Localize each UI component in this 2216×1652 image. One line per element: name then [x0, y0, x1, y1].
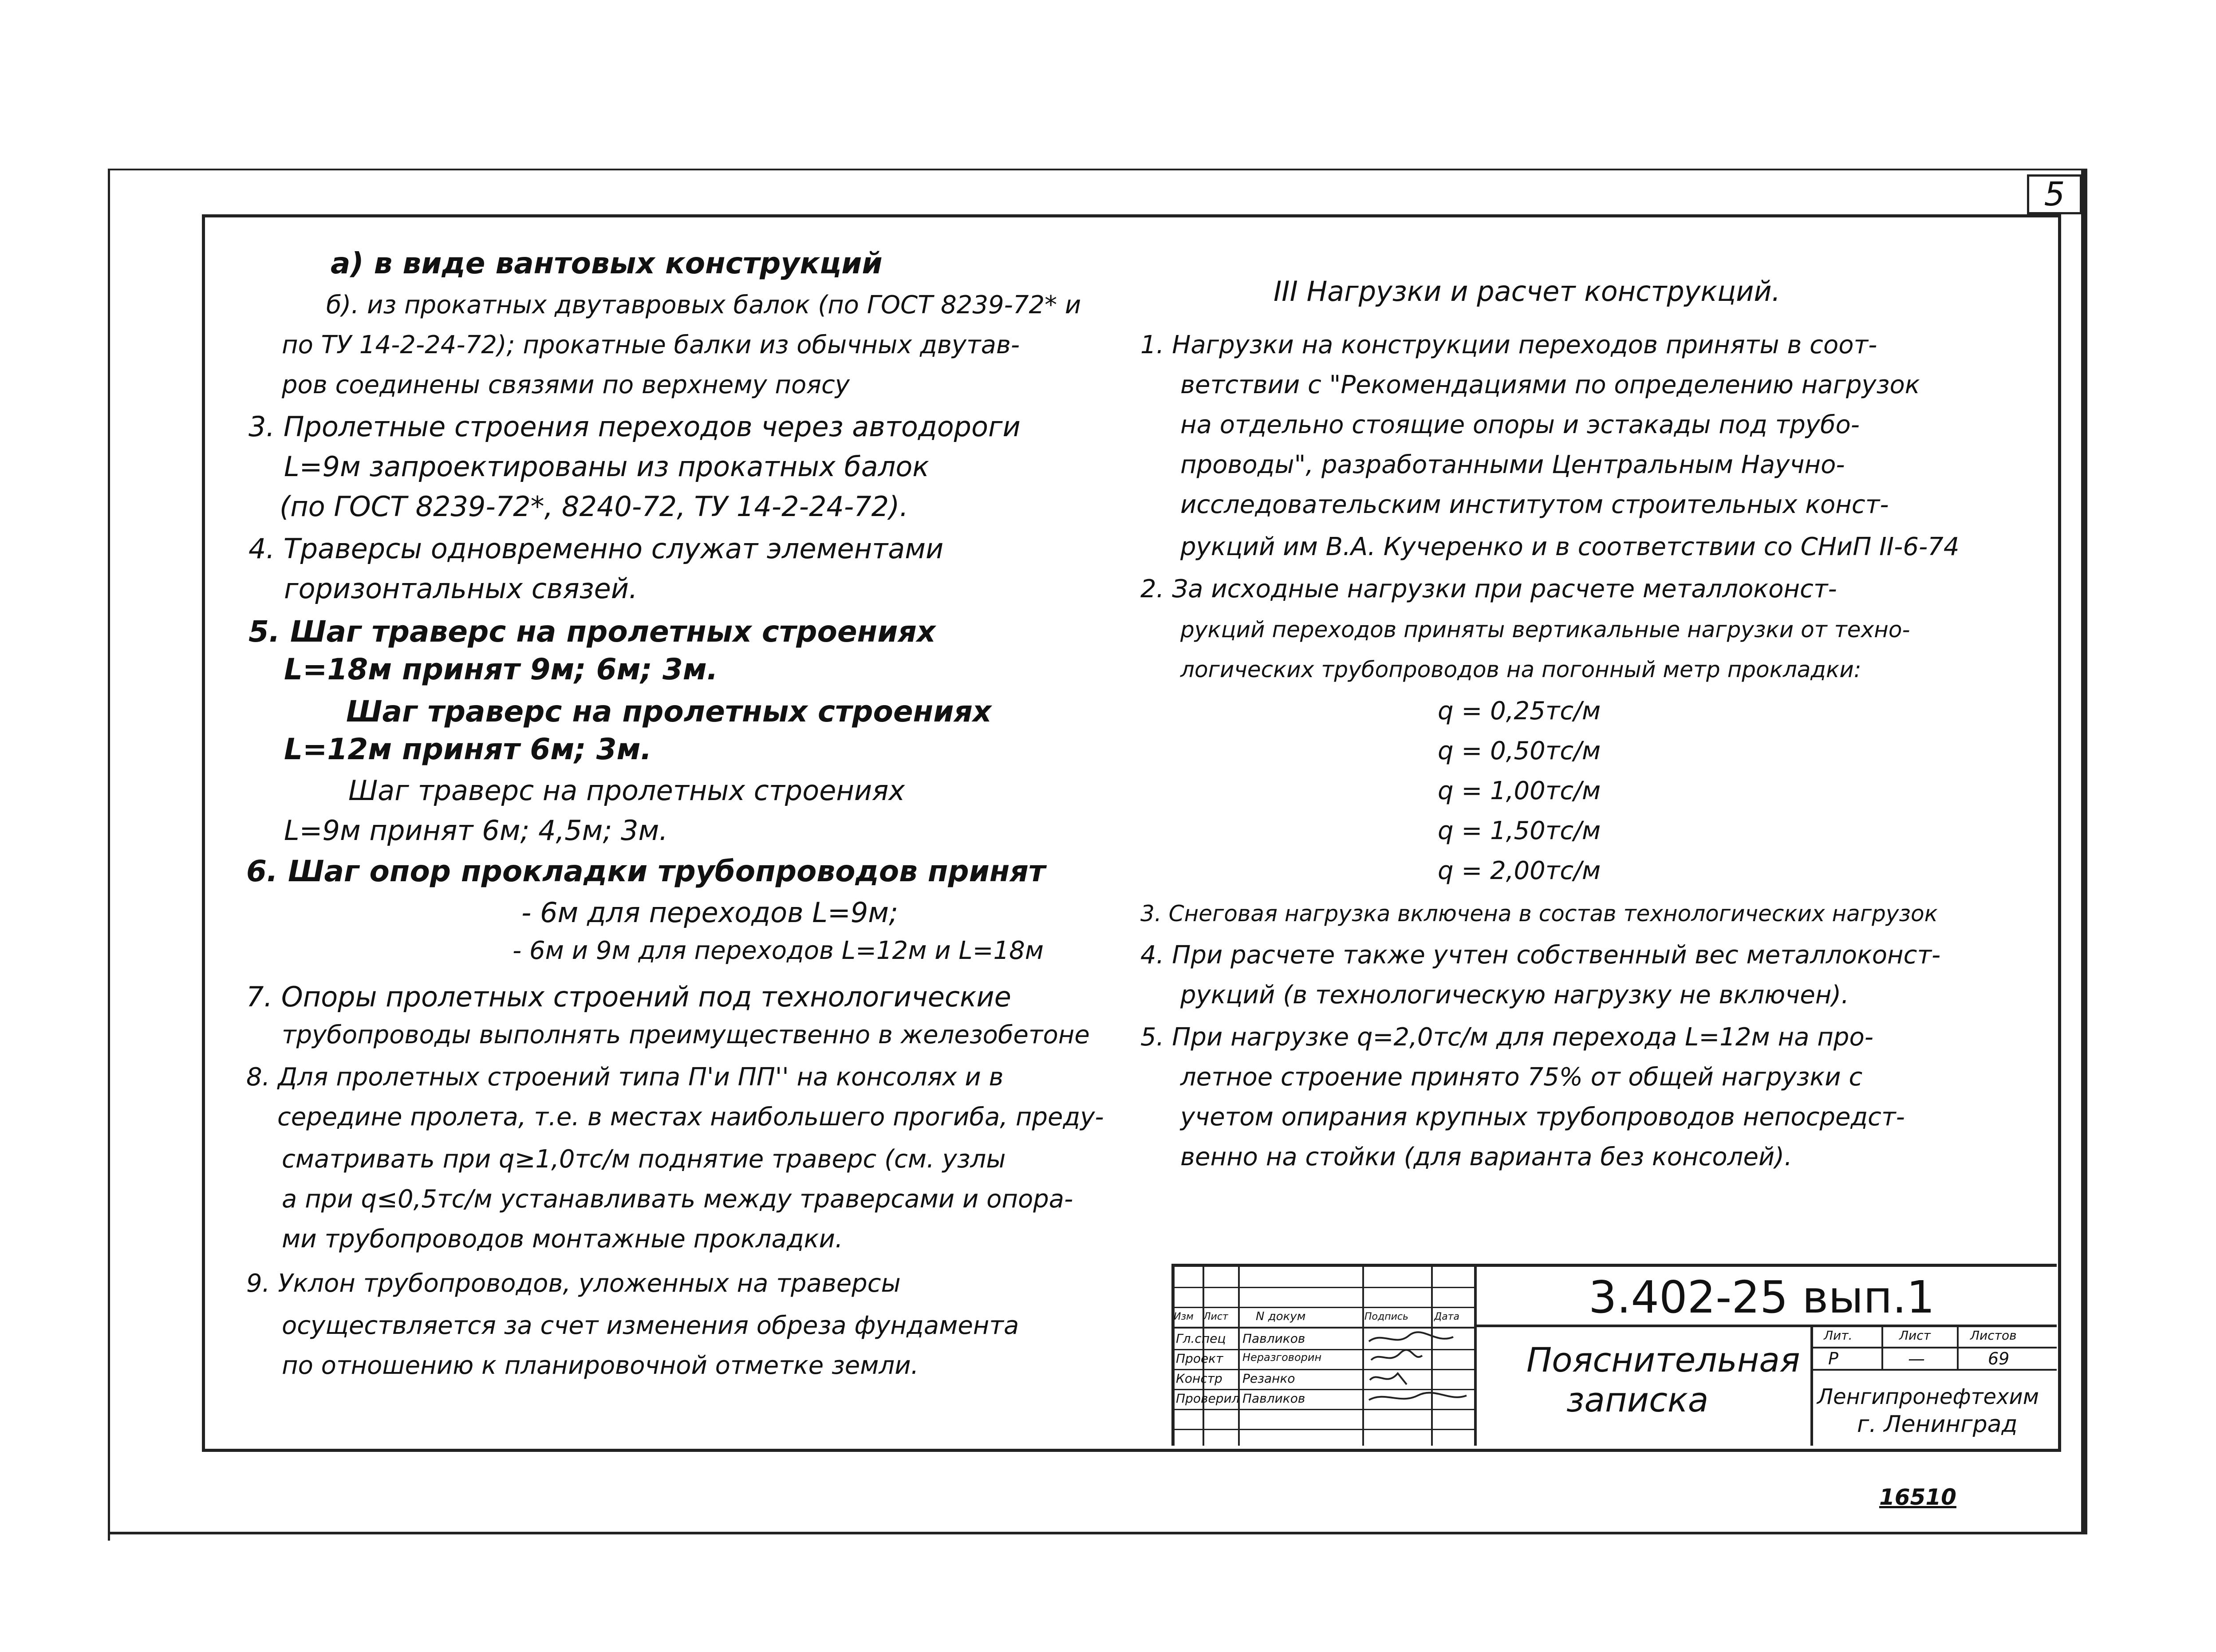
- tb-header-sign: Подпись: [1364, 1311, 1408, 1322]
- text-line: 4. При расчете также учтен собственный вес металлоконст-: [1140, 941, 1941, 970]
- text-line: на отдельно стоящие опоры и эстакады под трубо-: [1180, 410, 1860, 439]
- text-line: ров соединены связями по верхнему поясу: [282, 371, 850, 399]
- text-line: проводы", разработанными Центральным Научно-: [1180, 450, 1845, 479]
- text-line: учетом опирания крупных трубопроводов непосредст-: [1180, 1103, 1905, 1132]
- text-line: L=9м принят 6м; 4,5м; 3м.: [284, 814, 668, 847]
- text-line: Шаг траверс на пролетных строениях: [348, 774, 905, 807]
- tb-role: Констр: [1176, 1371, 1222, 1386]
- tb-grid-line: [1238, 1264, 1240, 1446]
- text-line: 2. За исходные нагрузки при расчете металлоконст-: [1140, 575, 1837, 603]
- tb-grid-line: [1362, 1264, 1364, 1446]
- text-line: горизонтальных связей.: [284, 572, 638, 605]
- text-line: по отношению к планировочной отметке земли.: [282, 1351, 919, 1380]
- text-line: ми трубопроводов монтажные прокладки.: [282, 1225, 843, 1254]
- text-line: логических трубопроводов на погонный метр прокладки:: [1180, 657, 1861, 682]
- tb-grid-line: [1810, 1369, 2057, 1371]
- tb-grid-line: [1881, 1325, 1883, 1370]
- text-line: 9. Уклон трубопроводов, уложенных на траверсы: [246, 1269, 901, 1298]
- org-city: г. Ленинград: [1857, 1411, 2018, 1438]
- text-line: 7. Опоры пролетных строений под технологические: [246, 981, 1011, 1013]
- text-line: 3. Пролетные строения переходов через автодороги: [248, 410, 1021, 443]
- tb-grid-line: [1475, 1325, 2057, 1327]
- text-line: осуществляется за счет изменения обреза фундамента: [282, 1311, 1019, 1340]
- tb-sheet-header: Лист: [1899, 1328, 1931, 1343]
- text-line: б). из прокатных двутавровых балок (по ГОСТ 8239-72* и: [326, 291, 1081, 319]
- text-line: середине пролета, т.е. в местах наибольшего прогиба, преду-: [277, 1103, 1104, 1132]
- tb-grid-line: [1474, 1264, 1477, 1446]
- outer-frame-right-edge: [2081, 169, 2087, 1534]
- text-line: 5. При нагрузке q=2,0тс/м для перехода L=12м на про-: [1140, 1023, 1873, 1052]
- tb-grid-line: [1171, 1429, 1475, 1430]
- load-value: q = 0,50тс/м: [1438, 737, 1601, 765]
- tb-name: Павликов: [1242, 1331, 1305, 1346]
- tb-grid-line: [1957, 1325, 1959, 1370]
- text-line: рукций переходов приняты вертикальные нагрузки от техно-: [1180, 617, 1910, 643]
- text-line: исследовательским институтом строительных конст-: [1180, 490, 1889, 519]
- tb-grid-line: [1810, 1325, 1813, 1446]
- tb-header-list: Лист: [1203, 1311, 1228, 1322]
- org-name: Ленгипронефтехим: [1817, 1384, 2039, 1409]
- tb-stage: Р: [1828, 1349, 1838, 1368]
- tb-header-doc: N докум: [1256, 1310, 1306, 1323]
- tb-role: Гл.спец: [1176, 1331, 1226, 1346]
- text-line: L=18м принят 9м; 6м; 3м.: [284, 652, 718, 686]
- tb-role: Проект: [1176, 1351, 1223, 1366]
- text-line: трубопроводы выполнять преимущественно в железобетоне: [282, 1021, 1090, 1049]
- text-line: (по ГОСТ 8239-72*, 8240-72, ТУ 14-2-24-72).: [280, 490, 909, 523]
- load-value: q = 1,00тс/м: [1438, 777, 1601, 805]
- load-value: q = 2,00тс/м: [1438, 856, 1601, 885]
- text-line: а при q≤0,5тс/м устанавливать между траверсами и опора-: [282, 1185, 1073, 1214]
- tb-name: Резанко: [1242, 1371, 1295, 1386]
- text-line: 8. Для пролетных строений типа П'и ПП'' на консолях и в: [246, 1063, 1004, 1092]
- text-line: венно на стойки (для варианта без консолей).: [1180, 1143, 1792, 1171]
- tb-grid-line: [1171, 1409, 1475, 1410]
- tb-grid-line: [1171, 1327, 1475, 1329]
- outer-frame-bottom-edge: [108, 1532, 2087, 1534]
- tb-grid-line: [1810, 1347, 2057, 1348]
- tb-name: Павликов: [1242, 1391, 1305, 1406]
- text-line: 1. Нагрузки на конструкции переходов приняты в соот-: [1140, 331, 1877, 359]
- tb-role: Проверил: [1176, 1391, 1240, 1406]
- text-line: L=9м запроектированы из прокатных балок: [284, 450, 929, 483]
- archive-number: 16510: [1879, 1484, 1956, 1510]
- text-line: ветствии с "Рекомендациями по определению нагрузок: [1180, 371, 1920, 399]
- doc-title-line2: записка: [1566, 1380, 1709, 1419]
- text-line: - 6м и 9м для переходов L=12м и L=18м: [513, 936, 1044, 965]
- tb-grid-line: [1171, 1287, 1475, 1288]
- text-line: L=12м принят 6м; 3м.: [284, 732, 652, 766]
- load-value: q = 0,25тс/м: [1438, 697, 1601, 725]
- text-line: а) в виде вантовых конструкций: [331, 246, 883, 280]
- tb-grid-line: [1171, 1307, 1475, 1308]
- text-line: - 6м для переходов L=9м;: [521, 896, 898, 929]
- tb-sheets-header: Листов: [1970, 1328, 2017, 1343]
- tb-stage-header: Лит.: [1824, 1328, 1853, 1343]
- load-value: q = 1,50тс/м: [1438, 816, 1601, 845]
- text-line: 5. Шаг траверс на пролетных строениях: [248, 615, 936, 649]
- text-line: 3. Снеговая нагрузка включена в состав технологических нагрузок: [1140, 901, 1938, 927]
- text-line: рукций (в технологическую нагрузку не включен).: [1180, 981, 1849, 1009]
- text-line: рукций им В.А. Кучеренко и в соответствии со СНиП II-6-74: [1180, 532, 1960, 561]
- text-line: Шаг траверс на пролетных строениях: [346, 694, 992, 729]
- doc-code: 3.402-25 вып.1: [1589, 1271, 1935, 1323]
- text-line: 4. Траверсы одновременно служат элементами: [248, 532, 944, 565]
- section-heading: III Нагрузки и расчет конструкций.: [1274, 275, 1781, 308]
- text-line: по ТУ 14-2-24-72); прокатные балки из обычных двутав-: [282, 331, 1020, 359]
- tb-sheets-count: 69: [1988, 1349, 2010, 1368]
- text-line: летное строение принято 75% от общей нагрузки с: [1180, 1063, 1863, 1092]
- tb-header-date: Дата: [1434, 1311, 1459, 1322]
- tb-sheet: —: [1908, 1349, 1925, 1368]
- signatures-scribble: [1364, 1329, 1473, 1409]
- text-line: сматривать при q≥1,0тс/м поднятие траверс (см. узлы: [282, 1145, 1006, 1174]
- tb-header-izm: Изм: [1174, 1311, 1194, 1322]
- doc-title-line1: Пояснительная: [1526, 1340, 1800, 1380]
- tb-left-border: [1171, 1264, 1175, 1446]
- tb-name: Неразговорин: [1242, 1351, 1322, 1364]
- tb-top-border: [1171, 1264, 2057, 1267]
- sheet-number: 5: [2027, 174, 2082, 214]
- text-line: 6. Шаг опор прокладки трубопроводов принят: [246, 854, 1046, 888]
